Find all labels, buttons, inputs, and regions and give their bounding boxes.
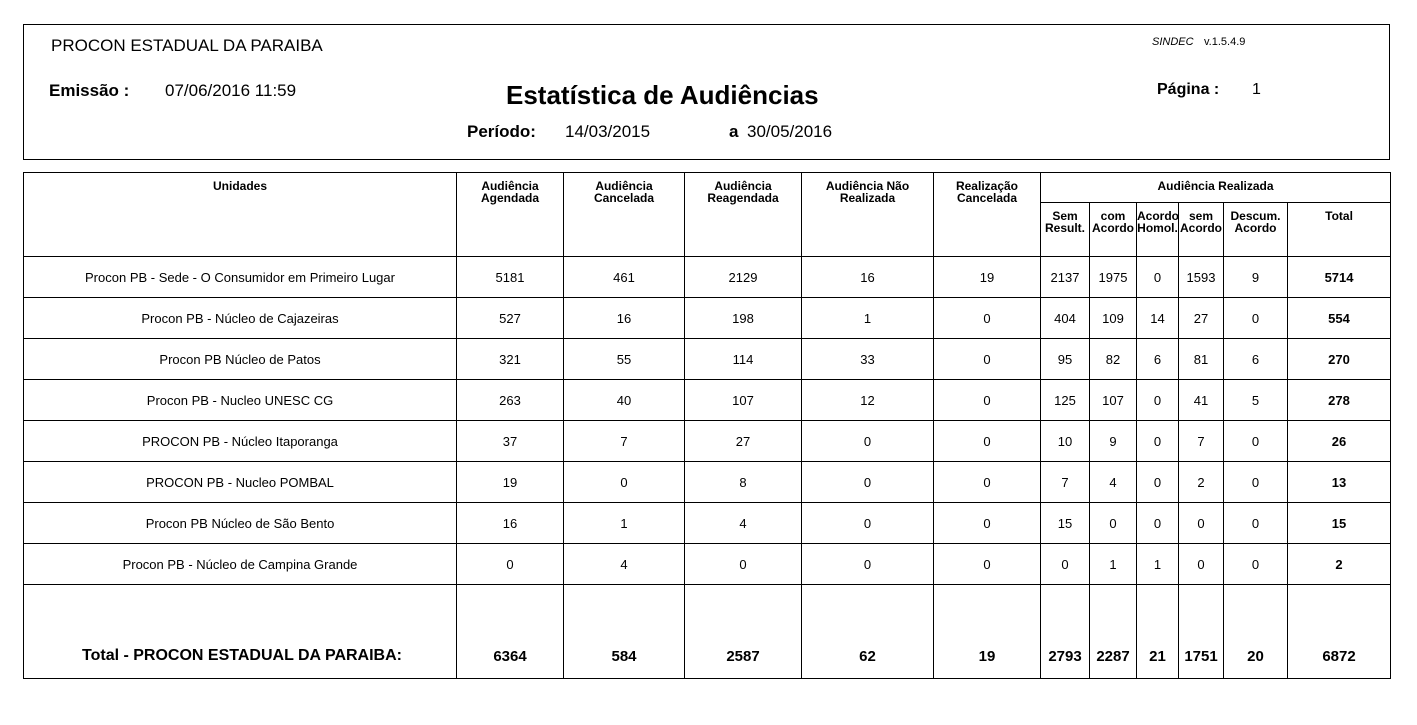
- cell-sem-result: 2137: [1041, 257, 1090, 298]
- period-separator: a: [729, 122, 739, 141]
- cell-sem-result: 15: [1041, 503, 1090, 544]
- cell-cancelada: 4: [564, 544, 685, 585]
- cell-total: 15: [1288, 503, 1391, 544]
- header-sem-acordo: sem Acordo: [1179, 203, 1224, 257]
- cell-reagendada: 27: [685, 421, 802, 462]
- cell-descum-acordo: 0: [1224, 544, 1288, 585]
- cell-unit: Procon PB Núcleo de Patos: [24, 339, 457, 380]
- cell-reagendada: 0: [685, 544, 802, 585]
- cell-agendada: 37: [457, 421, 564, 462]
- header-agendada: Audiência Agendada: [457, 173, 564, 257]
- report-header: [23, 24, 1390, 160]
- grand-total-com-acordo: 2287: [1090, 585, 1137, 679]
- cell-descum-acordo: 0: [1224, 462, 1288, 503]
- cell-acordo-homol: 0: [1137, 380, 1179, 421]
- system-version: v.1.5.4.9: [1204, 36, 1246, 48]
- cell-agendada: 16: [457, 503, 564, 544]
- system-name: SINDEC: [1152, 36, 1194, 48]
- cell-com-acordo: 0: [1090, 503, 1137, 544]
- grand-total-row: [24, 585, 1391, 679]
- organization-name: PROCON ESTADUAL DA PARAIBA: [51, 36, 323, 55]
- cell-total: 2: [1288, 544, 1391, 585]
- period-start: 14/03/2015: [565, 122, 651, 141]
- cell-sem-result: 0: [1041, 544, 1090, 585]
- cell-com-acordo: 107: [1090, 380, 1137, 421]
- cell-descum-acordo: 5: [1224, 380, 1288, 421]
- cell-cancelada: 55: [564, 339, 685, 380]
- table-row: [24, 544, 1391, 585]
- cell-sem-result: 7: [1041, 462, 1090, 503]
- header-descum-acordo: Descum. Acordo: [1224, 203, 1288, 257]
- header-reagendada: Audiência Reagendada: [685, 173, 802, 257]
- table-row: [24, 503, 1391, 544]
- cell-total: 554: [1288, 298, 1391, 339]
- cell-total: 270: [1288, 339, 1391, 380]
- cell-realizacao-cancelada: 19: [934, 257, 1041, 298]
- emission-date: 07/06/2016 11:59: [165, 81, 297, 100]
- cell-nao-realizada: 0: [802, 503, 934, 544]
- header-nao-realizada: Audiência Não Realizada: [802, 173, 934, 257]
- header-unidades: Unidades: [24, 173, 457, 257]
- cell-com-acordo: 82: [1090, 339, 1137, 380]
- cell-realizacao-cancelada: 0: [934, 339, 1041, 380]
- emission-label: Emissão :: [49, 81, 130, 100]
- cell-sem-result: 125: [1041, 380, 1090, 421]
- cell-com-acordo: 4: [1090, 462, 1137, 503]
- cell-descum-acordo: 6: [1224, 339, 1288, 380]
- cell-cancelada: 461: [564, 257, 685, 298]
- cell-com-acordo: 109: [1090, 298, 1137, 339]
- cell-acordo-homol: 0: [1137, 462, 1179, 503]
- grand-total-cancelada: 584: [564, 585, 685, 679]
- grand-total-descum-acordo: 20: [1224, 585, 1288, 679]
- cell-realizacao-cancelada: 0: [934, 421, 1041, 462]
- cell-reagendada: 107: [685, 380, 802, 421]
- period-end: 30/05/2016: [747, 122, 833, 141]
- cell-agendada: 0: [457, 544, 564, 585]
- cell-cancelada: 16: [564, 298, 685, 339]
- cell-realizacao-cancelada: 0: [934, 544, 1041, 585]
- cell-nao-realizada: 0: [802, 421, 934, 462]
- cell-cancelada: 7: [564, 421, 685, 462]
- cell-total: 5714: [1288, 257, 1391, 298]
- table-row: [24, 380, 1391, 421]
- table-row: [24, 339, 1391, 380]
- cell-com-acordo: 9: [1090, 421, 1137, 462]
- cell-unit: Procon PB - Nucleo UNESC CG: [24, 380, 457, 421]
- header-com-acordo: com Acordo: [1090, 203, 1137, 257]
- page-number: 1: [1252, 81, 1261, 98]
- cell-sem-acordo: 0: [1179, 503, 1224, 544]
- cell-agendada: 5181: [457, 257, 564, 298]
- cell-sem-acordo: 0: [1179, 544, 1224, 585]
- cell-acordo-homol: 6: [1137, 339, 1179, 380]
- cell-reagendada: 114: [685, 339, 802, 380]
- cell-sem-acordo: 1593: [1179, 257, 1224, 298]
- cell-reagendada: 8: [685, 462, 802, 503]
- header-total: Total: [1288, 203, 1391, 257]
- cell-sem-acordo: 27: [1179, 298, 1224, 339]
- cell-descum-acordo: 0: [1224, 503, 1288, 544]
- cell-total: 278: [1288, 380, 1391, 421]
- cell-agendada: 263: [457, 380, 564, 421]
- cell-cancelada: 40: [564, 380, 685, 421]
- cell-total: 26: [1288, 421, 1391, 462]
- header-sem-result: Sem Result.: [1041, 203, 1090, 257]
- cell-com-acordo: 1: [1090, 544, 1137, 585]
- cell-unit: Procon PB Núcleo de São Bento: [24, 503, 457, 544]
- cell-descum-acordo: 0: [1224, 298, 1288, 339]
- cell-acordo-homol: 0: [1137, 257, 1179, 298]
- table-row: [24, 462, 1391, 503]
- cell-agendada: 19: [457, 462, 564, 503]
- cell-unit: PROCON PB - Núcleo Itaporanga: [24, 421, 457, 462]
- cell-realizacao-cancelada: 0: [934, 503, 1041, 544]
- statistics-table: [23, 172, 1391, 679]
- cell-realizacao-cancelada: 0: [934, 298, 1041, 339]
- table-row: [24, 257, 1391, 298]
- cell-nao-realizada: 33: [802, 339, 934, 380]
- cell-nao-realizada: 12: [802, 380, 934, 421]
- header-realizacao-cancelada: Realização Cancelada: [934, 173, 1041, 257]
- table-row: [24, 421, 1391, 462]
- cell-unit: Procon PB - Núcleo de Cajazeiras: [24, 298, 457, 339]
- cell-realizacao-cancelada: 0: [934, 462, 1041, 503]
- cell-unit: Procon PB - Núcleo de Campina Grande: [24, 544, 457, 585]
- cell-descum-acordo: 9: [1224, 257, 1288, 298]
- grand-total-realizacao-cancelada: 19: [934, 585, 1041, 679]
- cell-acordo-homol: 1: [1137, 544, 1179, 585]
- cell-descum-acordo: 0: [1224, 421, 1288, 462]
- report-title: Estatística de Audiências: [506, 80, 819, 110]
- period-label: Período:: [467, 122, 536, 141]
- cell-realizacao-cancelada: 0: [934, 380, 1041, 421]
- cell-cancelada: 0: [564, 462, 685, 503]
- table-row: [24, 298, 1391, 339]
- header-acordo-homol: Acordo Homol.: [1137, 203, 1179, 257]
- grand-total-reagendada: 2587: [685, 585, 802, 679]
- grand-total-label: Total - PROCON ESTADUAL DA PARAIBA:: [24, 585, 457, 679]
- cell-sem-acordo: 2: [1179, 462, 1224, 503]
- cell-unit: PROCON PB - Nucleo POMBAL: [24, 462, 457, 503]
- cell-sem-result: 95: [1041, 339, 1090, 380]
- grand-total-sem-acordo: 1751: [1179, 585, 1224, 679]
- cell-reagendada: 2129: [685, 257, 802, 298]
- cell-acordo-homol: 0: [1137, 503, 1179, 544]
- grand-total-sem-result: 2793: [1041, 585, 1090, 679]
- cell-nao-realizada: 1: [802, 298, 934, 339]
- cell-com-acordo: 1975: [1090, 257, 1137, 298]
- grand-total-acordo-homol: 21: [1137, 585, 1179, 679]
- cell-agendada: 321: [457, 339, 564, 380]
- cell-unit: Procon PB - Sede - O Consumidor em Primeiro Lugar: [24, 257, 457, 298]
- cell-nao-realizada: 16: [802, 257, 934, 298]
- cell-acordo-homol: 14: [1137, 298, 1179, 339]
- cell-sem-acordo: 41: [1179, 380, 1224, 421]
- cell-reagendada: 198: [685, 298, 802, 339]
- cell-cancelada: 1: [564, 503, 685, 544]
- header-cancelada: Audiência Cancelada: [564, 173, 685, 257]
- grand-total-nao-realizada: 62: [802, 585, 934, 679]
- cell-sem-result: 10: [1041, 421, 1090, 462]
- cell-sem-acordo: 7: [1179, 421, 1224, 462]
- header-realizada-group: Audiência Realizada: [1041, 173, 1391, 203]
- cell-sem-acordo: 81: [1179, 339, 1224, 380]
- grand-total-total: 6872: [1288, 585, 1391, 679]
- grand-total-agendada: 6364: [457, 585, 564, 679]
- page-label: Página :: [1157, 81, 1220, 98]
- cell-sem-result: 404: [1041, 298, 1090, 339]
- cell-nao-realizada: 0: [802, 544, 934, 585]
- cell-reagendada: 4: [685, 503, 802, 544]
- cell-total: 13: [1288, 462, 1391, 503]
- cell-agendada: 527: [457, 298, 564, 339]
- cell-nao-realizada: 0: [802, 462, 934, 503]
- cell-acordo-homol: 0: [1137, 421, 1179, 462]
